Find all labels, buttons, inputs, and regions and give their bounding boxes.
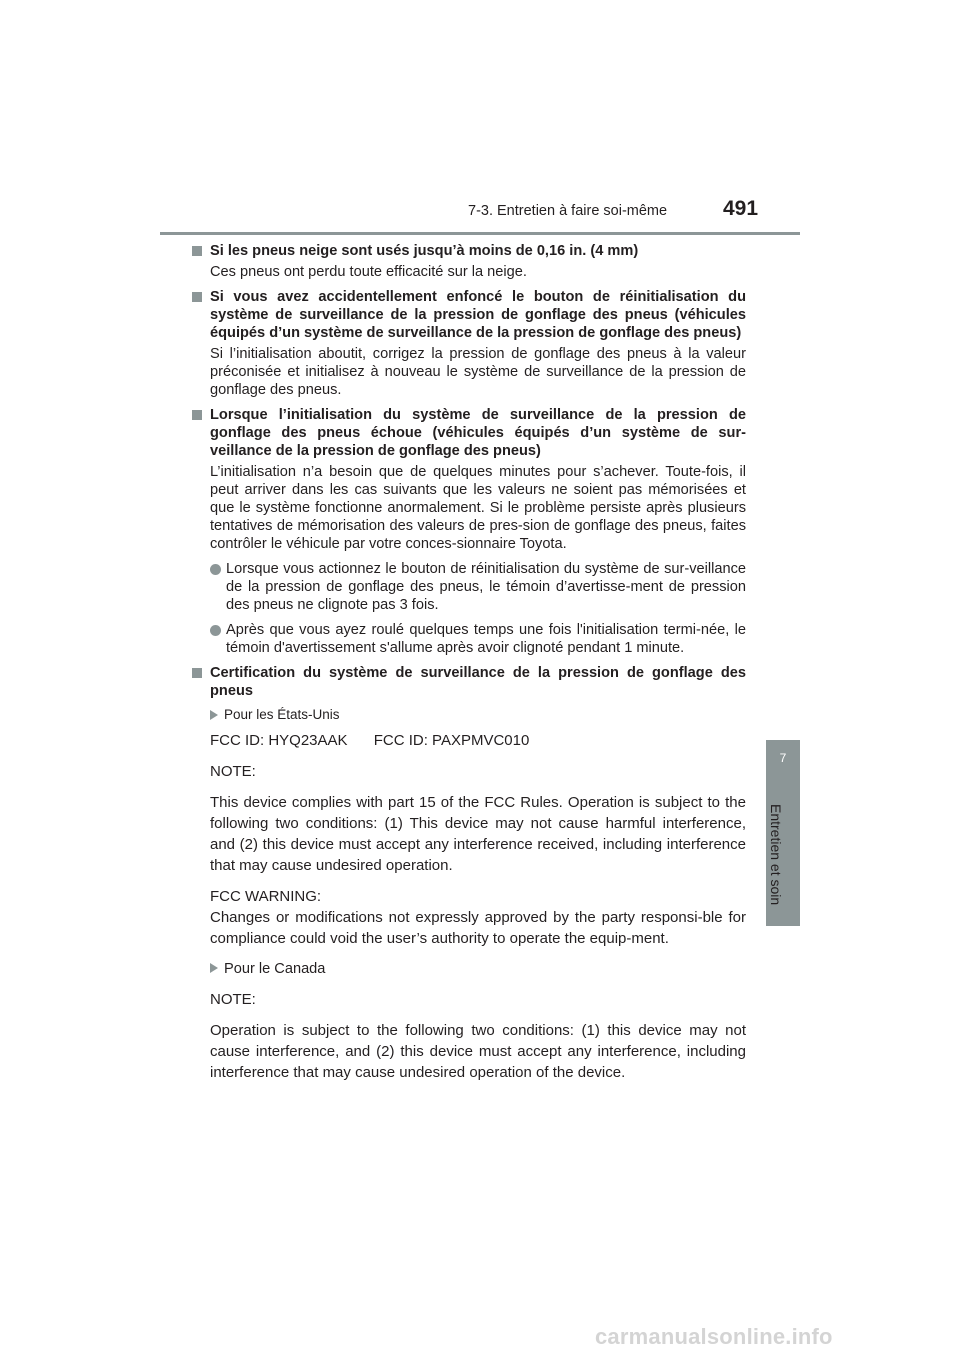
triangle-arrow-icon bbox=[210, 963, 218, 973]
section-heading bbox=[192, 664, 746, 700]
warning-text: Changes or modifications not expressly approved by the party responsi-ble for compliance could void the user’s authority to operate the equip-ment. bbox=[210, 909, 746, 947]
section-title: 7-3. Entretien à faire soi-même bbox=[468, 203, 668, 219]
note-label: NOTE: bbox=[210, 991, 256, 1008]
note-text: This device complies with part 15 of the FCC Rules. Operation is subject to the following two conditions: (1) This device may not cause harmful interference, and (2) this device must accept any interference received, including interference that may cause undesired operation. bbox=[210, 794, 746, 874]
circle-bullet-icon bbox=[210, 625, 221, 636]
section-heading bbox=[192, 288, 746, 342]
fcc-id: FCC ID: HYQ23AAK bbox=[210, 732, 348, 749]
square-bullet-icon bbox=[192, 668, 202, 678]
chapter-number: 7 bbox=[779, 751, 787, 765]
section-heading-text: Certification du système de surveillance de la pression de gonflage des pneus bbox=[210, 665, 746, 699]
note-text: Operation is subject to the following two conditions: (1) this device may not cause interference, and (2) this device must accept any interference, including interference that may cause undesired operation of the device. bbox=[210, 1022, 746, 1081]
section-body: L’initialisation n’a besoin que de quelques minutes pour s’achever. Toute-fois, il peut arriver dans les cas suivants que les valeurs ne soient pas mémorisées et que le système fonctionne anormalement. Si le problème persiste après plusieurs tentatives de mémorisation des valeurs de pres-sion de gonflage des pneus, faites contrôler le véhicule par votre conces-sionnaire Toyota. bbox=[210, 464, 746, 552]
fcc-ids bbox=[210, 730, 746, 751]
region-label-canada bbox=[210, 959, 746, 980]
warning-label: FCC WARNING: bbox=[210, 888, 322, 905]
header-divider bbox=[160, 232, 800, 235]
fcc-id: FCC ID: PAXPMVC010 bbox=[373, 732, 530, 749]
note-label: NOTE: bbox=[210, 763, 256, 780]
square-bullet-icon bbox=[192, 410, 202, 420]
section-body: Ces pneus ont perdu toute efficacité sur la neige. bbox=[210, 264, 527, 280]
section-heading bbox=[192, 406, 746, 460]
list-item bbox=[210, 621, 746, 657]
section-heading-text: Si les pneus neige sont usés jusqu’à moins de 0,16 in. (4 mm) bbox=[210, 243, 639, 259]
section-heading-text: Lorsque l’initialisation du système de surveillance de la pression de gonflage des pneus échoue (véhicules équipés d’un système de sur-veillance de la pression de gonflage des pneus) bbox=[210, 407, 746, 459]
square-bullet-icon bbox=[192, 292, 202, 302]
page-content bbox=[210, 242, 746, 1093]
list-item bbox=[210, 560, 746, 614]
circle-bullet-icon bbox=[210, 564, 221, 575]
chapter-label: Entretien et soin bbox=[768, 804, 784, 906]
triangle-arrow-icon bbox=[210, 710, 218, 720]
section-body: Si l’initialisation aboutit, corrigez la pression de gonflage des pneus à la valeur préconisée et initialisez à nouveau le système de surveillance de la pression de gonflage des pneus. bbox=[210, 346, 746, 398]
list-item-text: Lorsque vous actionnez le bouton de réinitialisation du système de sur-veillance de la pression de gonflage des pneus, le témoin d’avertisse-ment de pression des pneus ne clignote pas 3 fois. bbox=[226, 561, 746, 613]
watermark: carmanualsonline.info bbox=[595, 1324, 833, 1349]
list-item-text: Après que vous ayez roulé quelques temps une fois l'initialisation termi-née, le témoin d'avertissement s'allume après avoir clignoté pendant 1 minute. bbox=[226, 622, 746, 656]
section-heading-text: Si vous avez accidentellement enfoncé le bouton de réinitialisation du système de surveillance de la pression de gonflage des pneus (véhicules équipés d’un système de surveillance de la pression de gonflage des pneus) bbox=[210, 289, 746, 341]
page-number: 491 bbox=[723, 197, 759, 220]
section-heading bbox=[192, 242, 746, 260]
region-label-usa bbox=[210, 706, 746, 724]
region-label-text: Pour les États-Unis bbox=[224, 707, 340, 722]
square-bullet-icon bbox=[192, 246, 202, 256]
region-label-text: Pour le Canada bbox=[224, 961, 326, 977]
fcc-block bbox=[210, 730, 746, 1083]
